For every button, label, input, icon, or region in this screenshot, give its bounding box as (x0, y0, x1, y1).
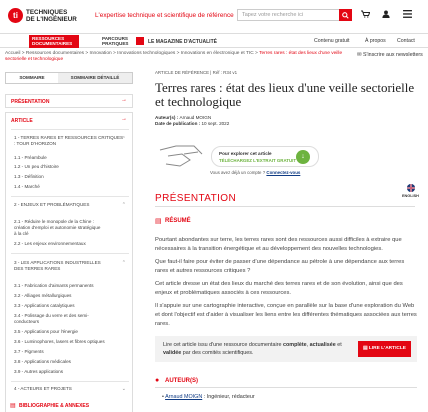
document-icon: ▤ (363, 346, 369, 351)
article-main (150, 66, 422, 412)
summary-paragraph: Il s'appuie sur une cartographie interactive, conçue en parallèle sur la base d'une exploration du Web et dont l'objectif est d'aider à visualiser les liens entre les différentes thématiques associées aux terres rares. (155, 303, 417, 327)
tab-sommaire[interactable]: SOMMAIRE (6, 73, 58, 83)
sidebar-item[interactable]: 3.8 - Applications médicales (14, 359, 71, 364)
hand-icon (158, 140, 204, 170)
summary-paragraph: Cet article dresse un état des lieux du marché des terres rares et de son évolution, ainsi que des enjeux et problématiques associés à ces ressources. (155, 281, 403, 296)
read-article-box (155, 336, 417, 362)
sidebar-section-1[interactable]: 1 - TERRES RARES ET RESSOURCES CRITIQUES : TOUR D'HORIZON (14, 135, 124, 146)
sidebar-item[interactable]: 3.7 - Pigments (14, 349, 44, 354)
book-icon: ▤ (10, 403, 16, 409)
sidebar-presentation[interactable]: PRÉSENTATION → (5, 94, 133, 108)
download-icon: ↓ (296, 150, 310, 164)
user-icon[interactable] (382, 10, 390, 20)
sidebar-item[interactable]: 3.3 - Applications catalytiques (14, 303, 75, 308)
author-icon: ● (155, 377, 160, 384)
sidebar-article (5, 112, 133, 412)
read-article-text: Lire cet article issu d'une ressource documentaire complète, actualisée et validée par des comités scientifiques. (163, 342, 342, 356)
read-article-button[interactable]: ▤ LIRE L'ARTICLE (358, 341, 411, 357)
bullet-icon: • (162, 394, 166, 400)
nav-contact-link[interactable]: Contact (397, 38, 415, 44)
author-title: AUTEUR(S) (165, 378, 198, 384)
search-input[interactable]: Tapez votre recherche ici (237, 9, 352, 21)
tagline: L'expertise technique et scientifique de référence (95, 12, 234, 19)
login-prompt: Vous avez déjà un compte ? Connectez-vous (210, 170, 301, 175)
chevron-up-icon[interactable]: ⌃ (121, 202, 126, 208)
sidebar-item[interactable]: 3.9 - Autres applications (14, 369, 64, 374)
site-header (0, 0, 428, 30)
download-extract-button[interactable]: Pour explorer cet article TÉLÉCHARGEZ L'EXTRAIT GRATUIT ↓ (211, 146, 319, 167)
sidebar-section-3[interactable]: 3 - LES APPLICATIONS INDUSTRIELLES DES TERRES RARES (14, 260, 101, 271)
site-logo[interactable] (8, 8, 84, 26)
summary-paragraph: Pourtant abondantes sur terre, les terres rares sont des ressources aussi difficiles à extraire que nécessaires à la transition énergétique et au développement des nouvelles technologies. (155, 237, 402, 252)
nav-parcours-button[interactable]: PARCOURS PRATIQUES (102, 36, 129, 46)
page-title: Terres rares : état des lieux d'une veille sectorielle et technologique (155, 80, 415, 109)
sidebar-tabs (5, 72, 133, 84)
author-entry: • Arnaud MOIGN : Ingénieur, rédacteur (162, 394, 255, 400)
sidebar-item[interactable]: 3.5 - Applications pour l'énergie (14, 329, 78, 334)
sidebar-item[interactable]: 2.2 - Les enjeux environnementaux (14, 241, 86, 246)
chevron-up-icon[interactable]: ⌃ (121, 260, 126, 266)
sidebar-item[interactable]: 1.4 - Marché (14, 184, 40, 189)
newsletter-link[interactable]: ✉ S'inscrire aux newsletters (357, 52, 423, 58)
presentation-title: PRÉSENTATION (155, 193, 237, 204)
magazine-icon (136, 37, 144, 45)
arrow-right-icon: → (121, 97, 127, 103)
chevron-down-icon[interactable]: ⌄ (121, 386, 126, 392)
sidebar-item[interactable]: 1.1 - Préambule (14, 155, 47, 160)
arrow-right-icon: → (121, 116, 127, 122)
breadcrumb[interactable]: Accueil > Ressources documentaires > Innovation > Innovations technologiques > Innovations en électronique et TIC > Terres rares : état des lieux d'une veille sectorielle et technologique (5, 51, 343, 62)
sidebar-item[interactable]: 1.3 - Définition (14, 174, 44, 179)
sidebar-item[interactable]: 3.2 - Alliages métallurgiques (14, 293, 72, 298)
sidebar-item[interactable]: 3.4 - Polissage du verre et des semi-conducteurs (14, 313, 89, 324)
sidebar-item[interactable]: 3.1 - Fabrication d'aimants permanents (14, 283, 94, 288)
nav-free-content-link[interactable]: Contenu gratuit (314, 38, 350, 44)
sidebar (5, 72, 133, 412)
resume-title: RÉSUMÉ (165, 218, 191, 224)
sidebar-biblio[interactable]: ▤ BIBLIOGRAPHIE & ANNEXES (10, 403, 90, 409)
sidebar-item[interactable]: 3.6 - Luminophores, lasers et fibres optiques (14, 339, 105, 344)
search-icon[interactable] (339, 9, 352, 21)
tab-sommaire-detaille[interactable]: SOMMAIRE DÉTAILLÉ (58, 73, 132, 83)
summary-icon: ▤ (155, 218, 162, 225)
summary-paragraph: Que faut-il faire pour éviter de passer d'une dépendance au pétrole à une dépendance aux terres rares et autres ressources critiques ? (155, 259, 405, 274)
uk-flag-icon[interactable] (407, 184, 415, 192)
sidebar-item[interactable]: 2.1 - Réduire le monopole de la Chine : création d'emploi et autonomie stratégique à la clé (14, 219, 101, 236)
logo-text: TECHNIQUES DE L'INGÉNIEUR (26, 9, 77, 23)
login-link[interactable]: Connectez-vous (266, 170, 301, 175)
sidebar-section-4[interactable]: 4 - ACTEURS ET PROJETS (14, 386, 72, 391)
english-link[interactable]: ENGLISH (402, 194, 419, 198)
sidebar-item[interactable]: 1.2 - Un peu d'histoire (14, 164, 59, 169)
download-promo (155, 134, 415, 174)
menu-icon[interactable] (403, 10, 412, 20)
cart-icon[interactable] (361, 10, 370, 20)
logo-mark: ti (8, 8, 23, 23)
mail-icon: ✉ (357, 52, 362, 58)
nav-magazine-link[interactable]: LE MAGAZINE D'ACTUALITÉ (148, 39, 217, 45)
article-reference: ARTICLE DE RÉFÉRENCE | Réf : R34 v1 (155, 70, 238, 75)
sidebar-article-title[interactable]: ARTICLE (11, 118, 33, 124)
nav-about-link[interactable]: À propos (365, 38, 386, 44)
article-authors: Auteur(s) : Arnaud MOIGN Date de publication : 10 sept. 2022 (155, 115, 230, 126)
chevron-up-icon[interactable]: ⌃ (121, 136, 126, 142)
author-link[interactable]: Arnaud MOIGN (165, 394, 203, 400)
main-nav (0, 33, 428, 48)
nav-resources-button[interactable]: RESSOURCES DOCUMENTAIRES (29, 35, 79, 48)
sidebar-section-2[interactable]: 2 - ENJEUX ET PROBLÉMATIQUES (14, 202, 90, 207)
